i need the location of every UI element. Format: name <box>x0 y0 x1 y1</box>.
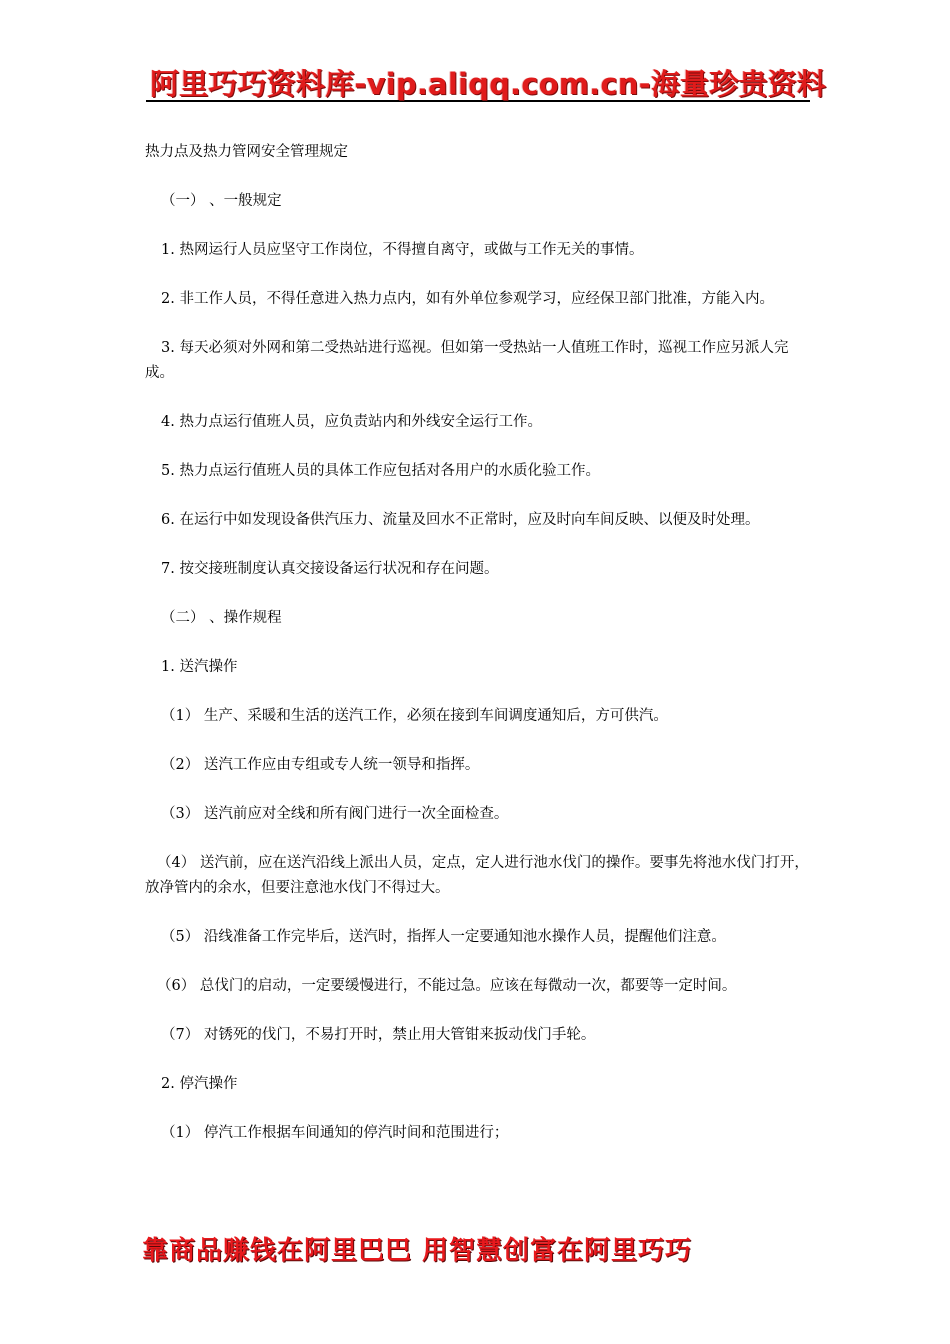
rule-paragraph: （7） 对锈死的伐门，不易打开时，禁止用大管钳来扳动伐门手轮。 <box>161 1027 596 1043</box>
rule-paragraph: （5） 沿线准备工作完毕后，送汽时，指挥人一定要通知池水操作人员，提醒他们注意。 <box>161 929 726 945</box>
rule-paragraph: 1. 热网运行人员应坚守工作岗位，不得擅自离守，或做与工作无关的事情。 <box>161 242 644 258</box>
rule-paragraph: （3） 送汽前应对全线和所有阀门进行一次全面检查。 <box>161 806 509 822</box>
footer-banner <box>142 1230 802 1270</box>
rule-paragraph: 5. 热力点运行值班人员的具体工作应包括对各用户的水质化验工作。 <box>161 463 600 479</box>
subsection-heading: 2. 停汽操作 <box>161 1076 238 1092</box>
rule-paragraph: （4） 送汽前，应在送汽沿线上派出人员，定点，定人进行池水伐门的操作。要事先将池水伐门打开，放净管内的余水，但要注意池水伐门不得过大。 <box>145 855 809 896</box>
header-banner <box>146 60 827 102</box>
footer-banner-text: 靠商品赚钱在阿里巴巴 用智慧创富在阿里巧巧 <box>142 1236 693 1266</box>
rule-paragraph: （1） 停汽工作根据车间通知的停汽时间和范围进行； <box>161 1125 509 1141</box>
rule-paragraph: 7. 按交接班制度认真交接设备运行状况和存在问题。 <box>161 561 499 577</box>
rule-paragraph: （6） 总伐门的启动，一定要缓慢进行，不能过急。应该在每微动一次，都要等一定时间。 <box>157 978 737 994</box>
rule-paragraph: 4. 热力点运行值班人员，应负责站内和外线安全运行工作。 <box>161 414 542 430</box>
document-title: 热力点及热力管网安全管理规定 <box>145 144 348 160</box>
rule-paragraph: （1） 生产、采暖和生活的送汽工作，必须在接到车间调度通知后，方可供汽。 <box>161 708 668 724</box>
rule-paragraph: 3. 每天必须对外网和第二受热站进行巡视。但如第一受热站一人值班工作时，巡视工作应另派人完成。 <box>145 340 789 381</box>
rule-paragraph: 2. 非工作人员，不得任意进入热力点内，如有外单位参观学习，应经保卫部门批准，方能入内。 <box>161 291 774 307</box>
rule-paragraph: （2） 送汽工作应由专组或专人统一领导和指挥。 <box>161 757 480 773</box>
section-heading: （二） 、操作规程 <box>161 610 282 626</box>
section-heading: （一） 、一般规定 <box>161 193 282 209</box>
subsection-heading: 1. 送汽操作 <box>161 659 238 675</box>
header-banner-text: 阿里巧巧资料库-vip.aliqq.com.cn-海量珍贵资料 <box>150 67 827 101</box>
document-body <box>145 140 809 1170</box>
rule-paragraph: 6. 在运行中如发现设备供汽压力、流量及回水不正常时，应及时向车间反映、以便及时处理。 <box>161 512 760 528</box>
